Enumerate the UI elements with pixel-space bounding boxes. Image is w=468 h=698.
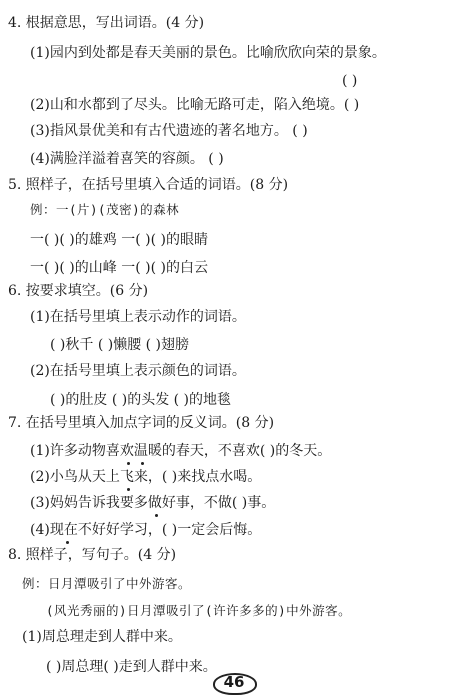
q5-title: 5. 照样子，在括号里填入合适的词语。(8 分) <box>8 177 289 193</box>
q8-example-1: 例：日月潭吸引了中外游客。 <box>22 576 192 591</box>
q6-sub-1-row[interactable]: ( )秋千 ( )懒腰 ( )翅膀 <box>50 337 190 353</box>
emphasis-dot <box>127 488 130 491</box>
q5-row-2[interactable]: 一( )( )的山峰 一( )( )的白云 <box>30 260 208 276</box>
q4-item-1: (1)园内到处都是春天美丽的景色。比喻欣欣向荣的景象。 <box>30 45 386 61</box>
q4-title: 4. 根据意思，写出词语。(4 分) <box>8 15 205 31</box>
q7-item-1[interactable]: (1)许多动物喜欢温暖的春天，不喜欢( )的冬天。 <box>30 443 332 459</box>
q8-item-1: (1)周总理走到人群中来。 <box>22 629 182 645</box>
q6-sub-2: (2)在括号里填上表示颜色的词语。 <box>30 363 246 379</box>
emphasis-dot <box>127 462 130 465</box>
q7-item-4[interactable]: (4)现在不好好学习，( )一定会后悔。 <box>30 522 262 538</box>
q8-title: 8. 照样子，写句子。(4 分) <box>8 547 177 563</box>
q4-item-2: (2)山和水都到了尽头。比喻无路可走，陷入绝境。( ) <box>30 97 360 113</box>
q7-item-3[interactable]: (3)妈妈告诉我要多做好事，不做( )事。 <box>30 495 276 511</box>
q8-item-1-answer[interactable]: ( )周总理( )走到人群中来。 <box>46 659 217 675</box>
q7-item-2[interactable]: (2)小鸟从天上飞来，( )来找点水喝。 <box>30 469 262 485</box>
q6-title: 6. 按要求填空。(6 分) <box>8 283 149 299</box>
emphasis-dot <box>155 514 158 517</box>
page-number: 46 <box>223 673 245 691</box>
q7-title: 7. 在括号里填入加点字词的反义词。(8 分) <box>8 415 275 431</box>
q4-item-1-answer[interactable]: ( ) <box>342 73 358 89</box>
emphasis-dot <box>141 462 144 465</box>
q6-sub-1: (1)在括号里填上表示动作的词语。 <box>30 309 246 325</box>
q4-item-4: (4)满脸洋溢着喜笑的容颜。 ( ) <box>30 151 224 167</box>
q8-example-2: (风光秀丽的)日月潭吸引了(许许多多的)中外游客。 <box>46 603 352 618</box>
q5-example: 例：一(片)(茂密)的森林 <box>30 202 180 217</box>
emphasis-dot <box>66 541 69 544</box>
q5-row-1[interactable]: 一( )( )的雄鸡 一( )( )的眼睛 <box>30 232 208 248</box>
q4-item-3: (3)指风景优美和有古代遗迹的著名地方。 ( ) <box>30 123 308 139</box>
q6-sub-2-row[interactable]: ( )的肚皮 ( )的头发 ( )的地毯 <box>50 392 232 408</box>
